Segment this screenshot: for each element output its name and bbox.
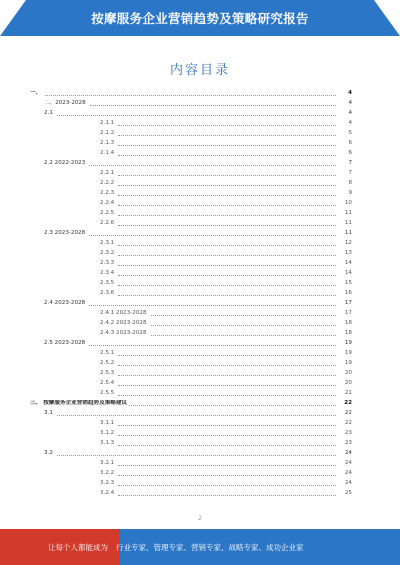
toc-entry-number: 3.1 bbox=[44, 410, 53, 416]
toc-entry-title bbox=[100, 220, 116, 227]
toc-entry-number: 2.1.1 bbox=[100, 120, 115, 126]
toc-entry-number: 2.2.1 bbox=[100, 170, 115, 176]
toc-entry-page: 12 bbox=[344, 240, 352, 246]
toc-leader-dots bbox=[151, 325, 336, 326]
toc-entry-number: 2.2.5 bbox=[100, 210, 115, 216]
toc-leader-dots bbox=[118, 125, 336, 126]
toc-leader-dots bbox=[118, 155, 336, 156]
toc-entry[interactable] bbox=[30, 367, 352, 377]
toc-entry-page: 11 bbox=[344, 230, 352, 236]
toc-leader-dots bbox=[118, 195, 336, 196]
toc-entry-page: 22 bbox=[344, 420, 352, 426]
toc-entry-number: 2.2.4 bbox=[100, 200, 115, 206]
toc-leader-dots bbox=[118, 435, 336, 436]
toc-entry-number: 2.3.2 bbox=[100, 250, 115, 256]
toc-entry[interactable] bbox=[30, 377, 352, 387]
toc-leader-dots bbox=[118, 175, 336, 176]
header-corner-right bbox=[374, 0, 400, 36]
toc-entry-number: 2.4 2023-2028 bbox=[44, 300, 86, 306]
toc-entry-title bbox=[100, 140, 116, 147]
toc-leader-dots bbox=[89, 165, 336, 166]
toc-leader-dots bbox=[118, 375, 336, 376]
toc-leader-dots bbox=[57, 415, 336, 416]
toc-entry-title bbox=[30, 90, 43, 97]
toc-entry-title bbox=[100, 270, 116, 277]
toc-entry-title bbox=[44, 100, 88, 107]
toc-entry[interactable] bbox=[30, 117, 352, 127]
toc-entry-number: 2.4.2 2023-2028 bbox=[100, 320, 147, 326]
toc-entry-number: 2.3.6 bbox=[100, 290, 115, 296]
toc-entry-page: 23 bbox=[344, 430, 352, 436]
toc-entry-page: 18 bbox=[344, 330, 352, 336]
footer-slogan bbox=[48, 529, 398, 565]
toc-entry[interactable] bbox=[30, 467, 352, 477]
toc-entry-title bbox=[100, 430, 116, 437]
toc-entry-title bbox=[30, 400, 127, 407]
table-of-contents bbox=[30, 87, 352, 497]
toc-leader-dots bbox=[118, 425, 336, 426]
toc-entry-number: 2.5.3 bbox=[100, 370, 115, 376]
toc-entry[interactable] bbox=[30, 337, 352, 347]
toc-title: 内容目录 bbox=[169, 63, 230, 78]
toc-leader-dots bbox=[118, 255, 336, 256]
toc-entry[interactable] bbox=[30, 167, 352, 177]
toc-entry-title bbox=[100, 250, 116, 257]
toc-entry[interactable] bbox=[30, 447, 352, 457]
toc-entry-title bbox=[100, 150, 116, 157]
toc-entry-title bbox=[100, 390, 116, 397]
toc-leader-dots bbox=[118, 365, 336, 366]
toc-entry-title bbox=[100, 370, 116, 377]
toc-entry[interactable] bbox=[30, 347, 352, 357]
toc-entry-page: 7 bbox=[348, 170, 352, 176]
toc-leader-dots bbox=[118, 355, 336, 356]
toc-leader-dots bbox=[118, 385, 336, 386]
toc-entry-page: 18 bbox=[344, 320, 352, 326]
toc-entry-title bbox=[100, 290, 116, 297]
toc-entry-number: 2.1.2 bbox=[100, 130, 115, 136]
toc-leader-dots bbox=[118, 245, 336, 246]
toc-entry-title bbox=[100, 210, 116, 217]
toc-leader-dots bbox=[118, 485, 336, 486]
toc-entry[interactable] bbox=[30, 237, 352, 247]
page-number: 2 bbox=[198, 515, 202, 522]
toc-entry-page: 19 bbox=[344, 340, 352, 346]
toc-entry-page: 6 bbox=[348, 140, 352, 146]
toc-entry-page: 14 bbox=[344, 270, 352, 276]
toc-entry-page: 24 bbox=[344, 460, 352, 466]
toc-entry[interactable] bbox=[30, 107, 352, 117]
toc-leader-dots bbox=[118, 395, 336, 396]
toc-entry-title bbox=[44, 300, 87, 307]
toc-entry[interactable] bbox=[30, 177, 352, 187]
toc-entry-page: 17 bbox=[344, 310, 352, 316]
toc-entry[interactable] bbox=[30, 187, 352, 197]
toc-entry-number: 2.5.2 bbox=[100, 360, 115, 366]
toc-entry-number: 3.1.3 bbox=[100, 440, 115, 446]
toc-entry[interactable] bbox=[30, 357, 352, 367]
toc-leader-dots bbox=[57, 115, 336, 116]
toc-entry-title bbox=[100, 460, 116, 467]
toc-entry-number: 2.1.3 bbox=[100, 140, 115, 146]
toc-entry-number: 2.5 2023-2028 bbox=[44, 340, 86, 346]
toc-entry-page: 5 bbox=[348, 130, 352, 136]
toc-entry-number: 2.2.6 bbox=[100, 220, 115, 226]
toc-entry-title bbox=[100, 420, 116, 427]
toc-entry-number: 一、 bbox=[30, 90, 42, 96]
toc-leader-dots bbox=[57, 455, 336, 456]
toc-entry[interactable] bbox=[30, 87, 352, 97]
toc-leader-dots bbox=[89, 235, 336, 236]
toc-entry-title bbox=[100, 470, 116, 477]
toc-entry-page: 19 bbox=[344, 360, 352, 366]
toc-entry-page: 7 bbox=[348, 160, 352, 166]
toc-entry-title bbox=[100, 320, 149, 327]
toc-entry-page: 11 bbox=[344, 220, 352, 226]
toc-entry-number: 2.3.3 bbox=[100, 260, 115, 266]
toc-entry-number: 2.2.2 bbox=[100, 180, 115, 186]
toc-entry[interactable] bbox=[30, 137, 352, 147]
toc-leader-dots bbox=[151, 335, 336, 336]
toc-entry[interactable] bbox=[30, 327, 352, 337]
toc-entry-title bbox=[100, 350, 116, 357]
toc-leader-dots bbox=[118, 295, 336, 296]
toc-entry-page: 10 bbox=[344, 200, 352, 206]
toc-entry-page: 4 bbox=[348, 120, 352, 126]
toc-entry-title bbox=[100, 360, 116, 367]
toc-entry[interactable] bbox=[30, 477, 352, 487]
toc-entry-number: 3.2.1 bbox=[100, 460, 115, 466]
toc-entry-number: 2.3.1 bbox=[100, 240, 115, 246]
toc-entry-page: 17 bbox=[344, 300, 352, 306]
toc-leader-dots bbox=[118, 185, 336, 186]
toc-entry-page: 25 bbox=[344, 490, 352, 496]
toc-leader-dots bbox=[118, 285, 336, 286]
toc-entry-number: 2.5.5 bbox=[100, 390, 115, 396]
toc-leader-dots bbox=[118, 145, 336, 146]
toc-entry-number: 3.1.1 bbox=[100, 420, 115, 426]
toc-entry[interactable] bbox=[30, 407, 352, 417]
toc-entry-number: 2.4.1 2023-2028 bbox=[100, 310, 147, 316]
toc-entry-number: 2.5.4 bbox=[100, 380, 115, 386]
toc-entry-page: 4 bbox=[348, 90, 352, 96]
toc-entry-title bbox=[44, 450, 55, 457]
toc-leader-dots bbox=[118, 475, 336, 476]
toc-entry-label: 按摩服务企业营销趋势及策略建议 bbox=[43, 400, 128, 406]
toc-entry[interactable] bbox=[30, 217, 352, 227]
toc-entry-page: 20 bbox=[344, 380, 352, 386]
toc-entry[interactable] bbox=[30, 207, 352, 217]
toc-entry-page: 19 bbox=[344, 350, 352, 356]
toc-leader-dots bbox=[118, 465, 336, 466]
toc-entry-number: 二、2023-2028 bbox=[44, 100, 86, 106]
toc-entry-number: 2.2 2022-2023 bbox=[44, 160, 86, 166]
toc-entry[interactable] bbox=[30, 387, 352, 397]
toc-entry[interactable] bbox=[30, 417, 352, 427]
toc-entry[interactable] bbox=[30, 397, 352, 407]
toc-entry[interactable] bbox=[30, 227, 352, 237]
toc-leader-dots bbox=[90, 105, 336, 106]
toc-entry[interactable] bbox=[30, 267, 352, 277]
toc-entry-page: 21 bbox=[344, 390, 352, 396]
toc-entry-page: 20 bbox=[344, 370, 352, 376]
document-title: 按摩服务企业营销趋势及策略研究报告 bbox=[91, 11, 309, 26]
toc-entry-number: 2.3.5 bbox=[100, 280, 115, 286]
toc-entry[interactable] bbox=[30, 427, 352, 437]
toc-leader-dots bbox=[118, 135, 336, 136]
toc-entry-title bbox=[100, 280, 116, 287]
toc-entry[interactable] bbox=[30, 277, 352, 287]
toc-entry-title bbox=[44, 230, 87, 237]
toc-entry[interactable] bbox=[30, 307, 352, 317]
toc-entry-title bbox=[44, 160, 87, 167]
toc-entry-page: 24 bbox=[344, 480, 352, 486]
toc-entry-page: 14 bbox=[344, 260, 352, 266]
toc-entry-number: 2.4.3 2023-2028 bbox=[100, 330, 147, 336]
toc-leader-dots bbox=[118, 445, 336, 446]
toc-leader-dots bbox=[129, 405, 336, 406]
toc-entry-page: 15 bbox=[344, 280, 352, 286]
toc-entry-title bbox=[100, 440, 116, 447]
toc-entry-page: 24 bbox=[344, 470, 352, 476]
toc-entry[interactable] bbox=[30, 437, 352, 447]
toc-entry[interactable] bbox=[30, 317, 352, 327]
toc-entry-number: 3.2.3 bbox=[100, 480, 115, 486]
toc-entry-page: 16 bbox=[344, 290, 352, 296]
toc-entry-title bbox=[100, 260, 116, 267]
toc-entry-title bbox=[100, 120, 116, 127]
toc-entry-title bbox=[100, 480, 116, 487]
toc-leader-dots bbox=[118, 495, 336, 496]
toc-leader-dots bbox=[118, 265, 336, 266]
footer-band bbox=[0, 529, 400, 565]
toc-entry-title bbox=[100, 200, 116, 207]
toc-entry-title bbox=[100, 170, 116, 177]
toc-entry[interactable] bbox=[30, 157, 352, 167]
toc-leader-dots bbox=[45, 95, 336, 96]
toc-entry-number: 2.3.4 bbox=[100, 270, 115, 276]
toc-entry-title bbox=[44, 410, 55, 417]
toc-entry[interactable] bbox=[30, 127, 352, 137]
toc-leader-dots bbox=[118, 275, 336, 276]
toc-entry-page: 13 bbox=[344, 250, 352, 256]
toc-entry-title bbox=[44, 340, 87, 347]
toc-entry-title bbox=[44, 110, 55, 117]
toc-entry-page: 11 bbox=[344, 210, 352, 216]
toc-leader-dots bbox=[118, 225, 336, 226]
toc-entry[interactable] bbox=[30, 147, 352, 157]
toc-entry-page: 23 bbox=[344, 440, 352, 446]
toc-entry[interactable] bbox=[30, 257, 352, 267]
toc-entry[interactable] bbox=[30, 197, 352, 207]
toc-entry-title bbox=[100, 190, 116, 197]
toc-entry-number: 三、 bbox=[30, 400, 42, 406]
footer-slogan-left: 让每个人都能成为 bbox=[48, 542, 108, 552]
toc-leader-dots bbox=[118, 215, 336, 216]
toc-entry-title bbox=[100, 380, 116, 387]
footer-slogan-right: 行业专家、管理专家、营销专家、战略专家、成功企业家 bbox=[116, 542, 304, 552]
toc-entry-number: 2.1 bbox=[44, 110, 53, 116]
toc-entry-page: 24 bbox=[344, 450, 352, 456]
toc-entry-number: 2.5.1 bbox=[100, 350, 115, 356]
toc-entry-title bbox=[100, 130, 116, 137]
toc-entry-title bbox=[100, 490, 116, 497]
toc-entry-number: 3.2 bbox=[44, 450, 53, 456]
toc-entry[interactable] bbox=[30, 297, 352, 307]
toc-entry-page: 4 bbox=[348, 100, 352, 106]
toc-leader-dots bbox=[151, 315, 336, 316]
toc-entry[interactable] bbox=[30, 487, 352, 497]
toc-entry-page: 8 bbox=[348, 180, 352, 186]
toc-entry-number: 3.2.4 bbox=[100, 490, 115, 496]
toc-entry-title bbox=[100, 180, 116, 187]
toc-entry-page: 6 bbox=[348, 150, 352, 156]
toc-leader-dots bbox=[89, 345, 336, 346]
toc-entry-page: 22 bbox=[344, 410, 352, 416]
header-corner-left bbox=[0, 0, 26, 36]
toc-entry-number: 2.1.4 bbox=[100, 150, 115, 156]
toc-entry-title bbox=[100, 330, 149, 337]
toc-entry[interactable] bbox=[30, 457, 352, 467]
toc-entry-title bbox=[100, 310, 149, 317]
toc-entry-number: 3.2.2 bbox=[100, 470, 115, 476]
toc-entry-number: 2.2.3 bbox=[100, 190, 115, 196]
toc-entry-number: 3.1.2 bbox=[100, 430, 115, 436]
toc-entry[interactable] bbox=[30, 247, 352, 257]
toc-leader-dots bbox=[118, 205, 336, 206]
toc-entry[interactable] bbox=[30, 287, 352, 297]
header-band bbox=[0, 0, 400, 36]
toc-entry-number: 2.3 2023-2028 bbox=[44, 230, 86, 236]
toc-entry-page: 9 bbox=[348, 190, 352, 196]
toc-leader-dots bbox=[89, 305, 336, 306]
toc-entry-title bbox=[100, 240, 116, 247]
toc-entry-page: 4 bbox=[348, 110, 352, 116]
toc-entry[interactable] bbox=[30, 97, 352, 107]
toc-entry-page: 22 bbox=[344, 400, 352, 406]
